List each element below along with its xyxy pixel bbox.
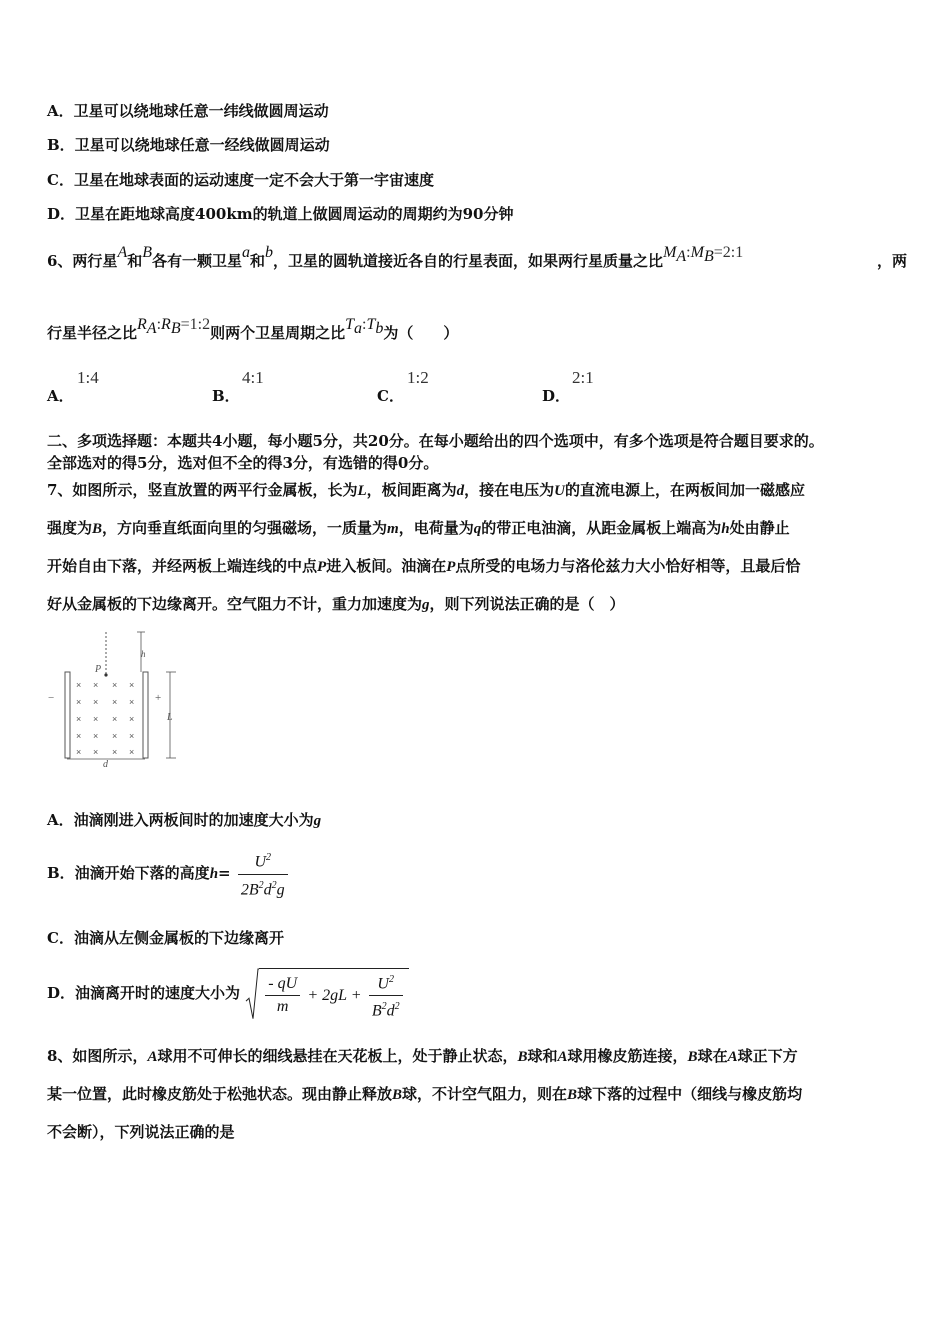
- q6-text: 为（ ）: [383, 324, 459, 342]
- q6-text: 和: [127, 252, 143, 270]
- svg-text:×: ×: [76, 714, 82, 724]
- q5-option-a: A．卫星可以绕地球任意一纬线做圆周运动: [47, 102, 329, 120]
- q5-option-c: C．卫星在地球表面的运动速度一定不会大于第一宇宙速度: [47, 171, 434, 189]
- q7-option-b-fraction: $\frac{U^2}{2B^2d^2g}$: [238, 849, 288, 899]
- radical-sign-icon: [245, 968, 259, 1021]
- svg-text:×: ×: [76, 697, 82, 707]
- q6-text: 则两个卫星周期之比: [210, 324, 346, 342]
- magnetic-field-crosses: [76, 680, 134, 757]
- svg-text:×: ×: [76, 731, 82, 741]
- svg-text:×: ×: [93, 714, 99, 724]
- q6-text: ，卫星的圆轨道接近各自的行星表面，如果两行星质量之比: [273, 252, 664, 270]
- mass-ratio-formula: $M_A:M_B=2:1$: [663, 244, 744, 265]
- svg-text:×: ×: [112, 697, 118, 707]
- satellite-a-symbol: a: [242, 244, 251, 261]
- svg-text:×: ×: [112, 680, 118, 690]
- q6-text: ，两: [876, 252, 907, 270]
- svg-text:×: ×: [129, 747, 135, 757]
- svg-text:×: ×: [93, 697, 99, 707]
- q8-line3: 不会断），下列说法正确的是: [47, 1123, 235, 1141]
- q7-line2: 强度为B，方向垂直纸面向里的匀强磁场，一质量为m，电荷量为q的带正电油滴，从距金属板上端高为h处由静止: [47, 519, 790, 537]
- label-h: h: [141, 649, 146, 659]
- q8-stem: [47, 1038, 907, 1151]
- svg-text:×: ×: [76, 747, 82, 757]
- radius-ratio-formula: $R_A:R_B=1:2$: [137, 316, 211, 337]
- q7-option-b[interactable]: B．油滴开始下落的高度h= $\frac{U^2}{2B^2d^2g}$: [47, 848, 290, 898]
- planet-a-symbol: A: [117, 244, 128, 261]
- left-plate: [65, 672, 70, 758]
- q8-line2: 某一位置，此时橡皮筋处于松弛状态。现由静止释放B球，不计空气阻力，则在B球下落的过程中（细线与橡皮筋均: [47, 1085, 803, 1103]
- q5-option-b: B．卫星可以绕地球任意一经线做圆周运动: [47, 136, 330, 154]
- q6-text: 行星半径之比: [47, 324, 138, 342]
- q6-stem-line1: [47, 244, 907, 276]
- svg-text:×: ×: [129, 731, 135, 741]
- section2-line2: 全部选对的得5分，选对但不全的得3分，有选错的得0分。: [47, 454, 439, 472]
- q7-option-a[interactable]: A．油滴刚进入两板间时的加速度大小为g: [47, 811, 322, 829]
- planet-b-symbol: B: [142, 244, 153, 261]
- label-d: d: [103, 759, 108, 770]
- q7-line1: 7、如图所示，竖直放置的两平行金属板，长为L，板间距离为d，接在电压为U的直流电源上，在两板间加一磁感应: [47, 481, 806, 499]
- q6-stem-line2: [47, 316, 459, 348]
- q6-choices: A． 1:4 B． 4:1 C． 1:2 D． 2:1: [47, 368, 594, 405]
- q7-line3: 开始自由下落，并经两板上端连线的中点P进入板间。油滴在P点所受的电场力与洛伦兹力大小恰好相等，且最后恰: [47, 557, 801, 575]
- label-L: L: [167, 712, 173, 723]
- q6-text: 和: [250, 252, 266, 270]
- svg-text:×: ×: [112, 714, 118, 724]
- q7-option-d-sqrt: $\frac{- qU}{m}$ + 2gL + $\frac{U^2}{B^2d^2}$: [245, 968, 408, 1021]
- svg-text:×: ×: [93, 680, 99, 690]
- label-P: P: [95, 664, 102, 675]
- q6-text: 6、两行星: [47, 252, 118, 270]
- svg-text:×: ×: [129, 714, 135, 724]
- section2-header: [47, 430, 907, 474]
- q7-stem: [47, 472, 907, 624]
- svg-text:×: ×: [112, 731, 118, 741]
- q7-option-c[interactable]: C．油滴从左侧金属板的下边缘离开: [47, 929, 284, 947]
- svg-text:×: ×: [129, 680, 135, 690]
- label-minus: −: [48, 692, 55, 704]
- q6-text: 各有一颗卫星: [152, 252, 243, 270]
- right-plate: [143, 672, 148, 758]
- q8-line1: 8、如图所示，A球用不可伸长的细线悬挂在天花板上，处于静止状态，B球和A球用橡皮筋连接，B球在A球正下方: [47, 1047, 798, 1065]
- svg-text:×: ×: [112, 747, 118, 757]
- svg-text:×: ×: [93, 747, 99, 757]
- svg-text:×: ×: [129, 697, 135, 707]
- period-ratio-formula: $T_a:T_b$: [345, 316, 384, 337]
- satellite-b-symbol: b: [265, 244, 274, 261]
- svg-text:×: ×: [76, 680, 82, 690]
- q7-line4: 好从金属板的下边缘离开。空气阻力不计，重力加速度为g，则下列说法正确的是（ ）: [47, 595, 625, 613]
- q7-option-d[interactable]: D．油滴离开时的速度大小为 $\frac{- qU}{m}$ + 2gL + $\frac{U^2}{B^2d^2}$: [47, 965, 409, 1021]
- section2-line1: 二、多项选择题：本题共4小题，每小题5分，共20分。在每小题给出的四个选项中，有多个选项是符合题目要求的。: [47, 432, 824, 450]
- q5-option-d: D．卫星在距地球高度400km的轨道上做圆周运动的周期约为90分钟: [47, 205, 514, 223]
- svg-text:×: ×: [93, 731, 99, 741]
- label-plus: +: [155, 692, 162, 704]
- capacitor-magnetic-field-figure: [45, 628, 195, 770]
